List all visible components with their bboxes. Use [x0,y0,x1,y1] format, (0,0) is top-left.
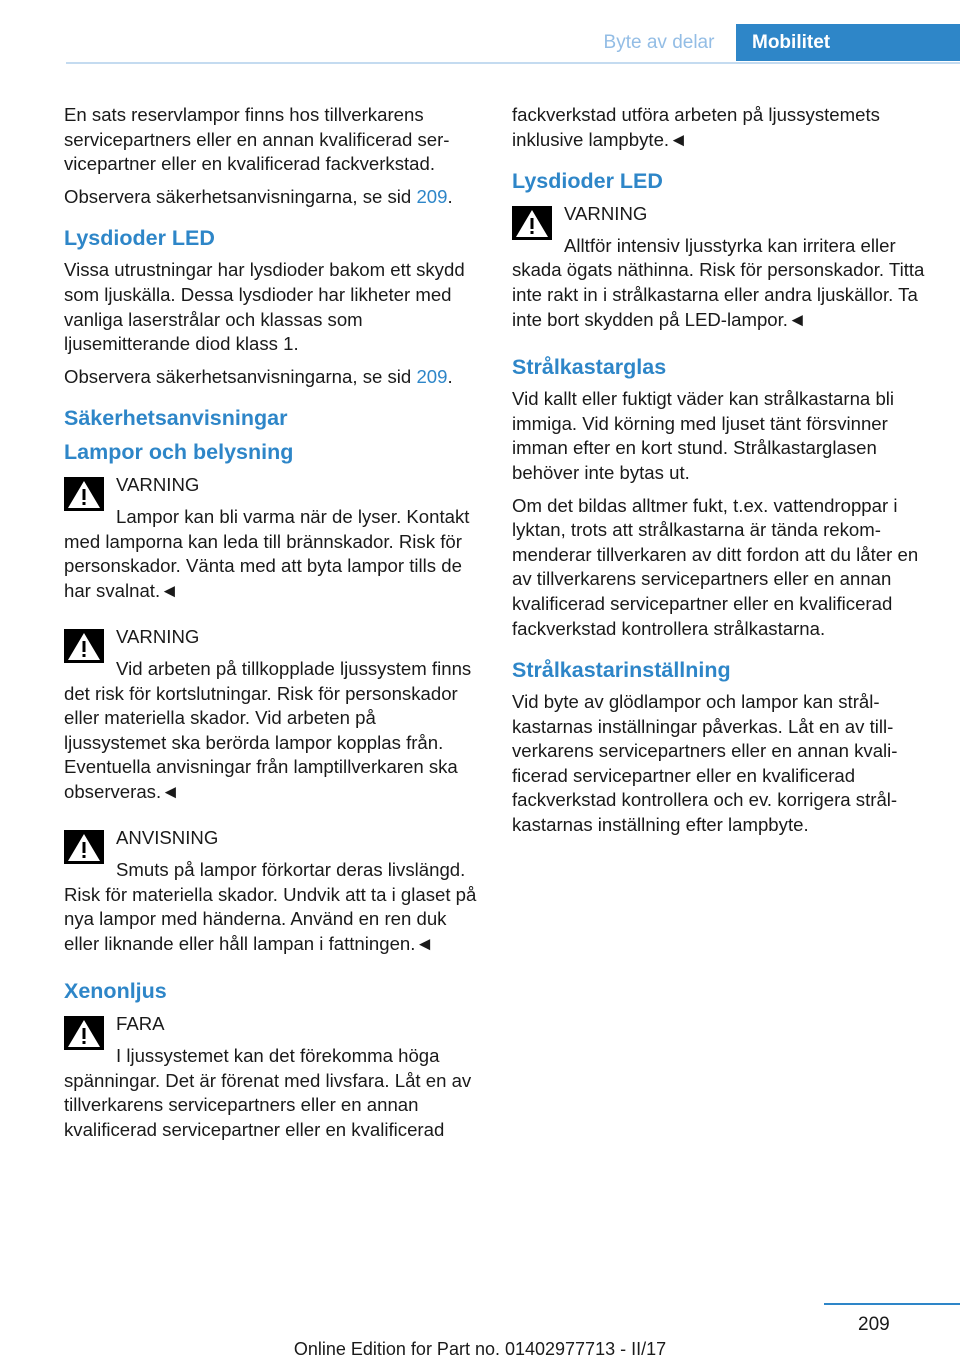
right-column [512,103,928,846]
warning-triangle-icon [64,477,104,511]
headlight-adjustment-paragraph: Vid byte av glödlampor och lampor kan strålkastarnas inställningar påverkas. Låt en av tillverkarens servicepartners eller en annan kvalificerad servicepartner eller en kvalificerad fackverkstad kontrollera och ev. korrigera strålkastarnas inställning efter lampbyte. [512,691,898,836]
footer-rule [824,1303,960,1305]
warning-block-hot-lamps [64,473,480,603]
notice-block-dirt [64,826,480,956]
led-heading-right: Lysdioder LED [512,169,663,194]
safety-heading: Säkerhetsanvisningar [64,406,288,431]
headlight-glass-paragraph: Vid kallt eller fuktigt väder kan strålkastarna bli immiga. Vid körning med ljuset tänt försvinner imman efter en kort stund. Strålkastarglasen behöver inte bytas ut. [512,388,895,483]
warning-text: Vid arbeten på tillkopplade ljussystem finns det risk för kortslutningar. Risk för personskador eller materiella skador. Vid arbeten på ljussystemet ska berörda lampor kopplas från. Eventuella anvisningar från lamptillverkaren ska observeras.◄ [64,657,472,802]
footer-edition: Online Edition for Part no. 01402977713 - II/17 [293,1339,667,1359]
warning-block-short-circuit [64,625,480,804]
warning-text: Alltför intensiv ljusstyrka kan irritera eller skada ögats näthinna. Risk för personskador. Titta inte rakt in i strålkastarna eller andra ljuskällor. Ta inte bort skydden på LED-lampor.◄ [512,234,925,330]
led-safety-reference-end: . [447,365,453,387]
warning-triangle-icon [512,206,552,240]
headlight-moisture-paragraph: Om det bildas alltmer fukt, t.ex. vattendroppar i lyktan, trots att strålkastarna är tända rekommenderar tillverkaren av ditt fordon att du låter en av tillverkarens servicepartners eller en annan kvalificerad servicepartner eller en kvalificerad fackverkstad kontrollera strålkastarna. [512,494,919,639]
safety-reference-end: . [447,185,453,207]
warning-block-led-eyes [512,202,928,332]
header-section-title: Byte av delar [603,32,715,53]
header-divider [66,62,960,64]
warning-title: VARNING [564,203,648,225]
led-page-link[interactable]: 209 [416,365,448,387]
headlight-adjustment-heading: Strålkastarinställning [512,658,731,683]
page-link[interactable]: 209 [416,185,448,207]
warning-title: VARNING [116,474,200,496]
safety-reference-paragraph [64,185,480,210]
headlight-glass-heading: Strålkastarglas [512,355,667,380]
led-heading: Lysdioder LED [64,226,215,251]
spare-lamps-paragraph: En sats reservlampor finns hos tillverkarens servicepartners eller en annan kvalificerad servicepartner eller en kvalificerad fackverkstad. [64,104,450,175]
warning-text: Lampor kan bli varma när de lyser. Kontakt med lamporna kan leda till brännskador. Risk för personskador. Vänta med att byta lampor tills de har svalnat.◄ [64,505,470,601]
danger-text: I ljussystemet kan det förekomma höga spänningar. Det är förenat med livsfara. Låt en av tillverkarens servicepartners eller en annan kvalificerad servicepartner eller en kvalificerad [64,1045,472,1140]
led-safety-reference-paragraph [64,365,480,390]
warning-title: VARNING [116,626,200,648]
led-safety-reference-text: Observera säkerhetsanvisningarna, se sid [64,365,417,387]
danger-text-continued: fackverkstad utföra arbeten på ljussystemets inklusive lampbyte.◄ [512,104,880,150]
notice-title: ANVISNING [116,827,219,849]
notice-text: Smuts på lampor förkortar deras livslängd. Risk för materiella skador. Undvik att ta i glaset på nya lampor med händerna. Använd en ren duk eller liknande eller håll lampan i fattningen.◄ [64,859,477,954]
xenon-heading: Xenonljus [64,979,167,1004]
lamps-heading: Lampor och belysning [64,440,294,465]
page-number: 209 [858,1314,890,1335]
header-chapter-tab: Mobilitet [736,24,960,61]
warning-triangle-icon [64,830,104,864]
safety-reference-text: Observera säkerhetsanvisningarna, se sid [64,185,417,207]
led-paragraph: Vissa utrustningar har lysdioder bakom ett skydd som ljuskälla. Dessa lysdioder har likheter med vanliga laserstrålar och klassas som ljusemitterande diod klass 1. [64,259,465,355]
danger-title: FARA [116,1013,165,1035]
left-column [64,103,480,1164]
warning-triangle-icon [64,629,104,663]
warning-triangle-icon [64,1016,104,1050]
danger-block-high-voltage [64,1012,480,1142]
